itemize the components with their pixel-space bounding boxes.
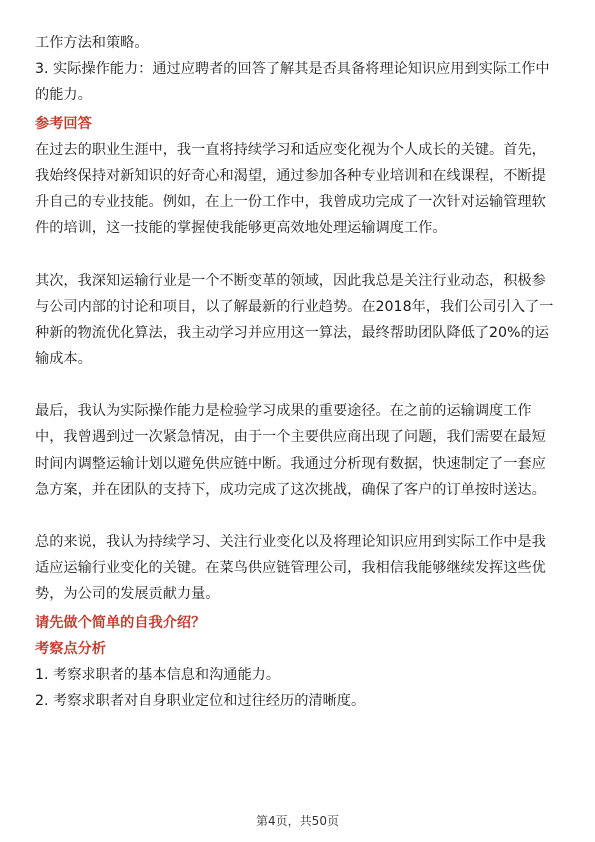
analysis-point: 2. 考察求职者对自身职业定位和过往经历的清晰度。	[35, 693, 366, 710]
paragraph-line: 适应运输行业变化的关键。在菜鸟供应链管理公司，我相信我能够继续发挥这些优	[35, 560, 546, 577]
paragraph-line: 升自己的专业技能。例如，在上一份工作中，我曾成功完成了一次针对运输管理软	[35, 194, 546, 211]
question-title: 请先做个简单的自我介绍？	[35, 614, 206, 631]
paragraph-line: 其次，我深知运输行业是一个不断变革的领域，因此我总是关注行业动态，积极参	[35, 272, 546, 289]
intro-point-3: 3. 实际操作能力：通过应聘者的回答了解其是否具备将理论知识应用到实际工作中	[35, 61, 550, 78]
reference-answer-heading: 参考回答	[35, 115, 92, 132]
paragraph-line: 种新的物流优化算法，我主动学习并应用这一算法，最终帮助团队降低了20%的运	[35, 324, 549, 341]
page-number: 第4页，共50页	[256, 814, 339, 828]
paragraph-line: 最后，我认为实际操作能力是检验学习成果的重要途径。在之前的运输调度工作	[35, 403, 532, 420]
paragraph-line: 输成本。	[35, 351, 92, 368]
intro-point-3-cont: 的能力。	[35, 87, 92, 104]
document-page	[35, 30, 560, 714]
analysis-point: 1. 考察求职者的基本信息和沟通能力。	[35, 666, 281, 683]
paragraph-line: 时间内调整运输计划以避免供应链中断。我通过分析现有数据，快速制定了一套应	[35, 455, 546, 472]
analysis-heading: 考察点分析	[35, 640, 106, 657]
reference-paragraph-2	[35, 268, 560, 373]
paragraph-line: 中，我曾遇到过一次紧急情况，由于一个主要供应商出现了问题，我们需要在最短	[35, 429, 546, 446]
paragraph-line: 件的培训，这一技能的掌握使我能够更高效地处理运输调度工作。	[35, 220, 447, 237]
paragraph-line: 势，为公司的发展贡献力量。	[35, 586, 220, 603]
paragraph-line: 急方案，并在团队的支持下，成功完成了这次挑战，确保了客户的订单按时送达。	[35, 481, 546, 498]
intro-line: 工作方法和策略。	[35, 35, 149, 51]
paragraph-line: 与公司内部的讨论和项目，以了解最新的行业趋势。在2018年，我们公司引入了一	[35, 298, 554, 315]
paragraph-line: 总的来说，我认为持续学习、关注行业变化以及将理论知识应用到实际工作中是我	[35, 534, 546, 550]
reference-paragraph-1	[35, 137, 560, 242]
reference-paragraph-3	[35, 398, 560, 503]
paragraph-line: 在过去的职业生涯中，我一直将持续学习和适应变化视为个人成长的关键。首先，	[35, 141, 546, 158]
analysis-points	[35, 662, 560, 714]
paragraph-line: 我始终保持对新知识的好奇心和渴望，通过参加各种专业培训和在线课程，不断提	[35, 167, 546, 184]
reference-paragraph-4	[35, 529, 560, 608]
